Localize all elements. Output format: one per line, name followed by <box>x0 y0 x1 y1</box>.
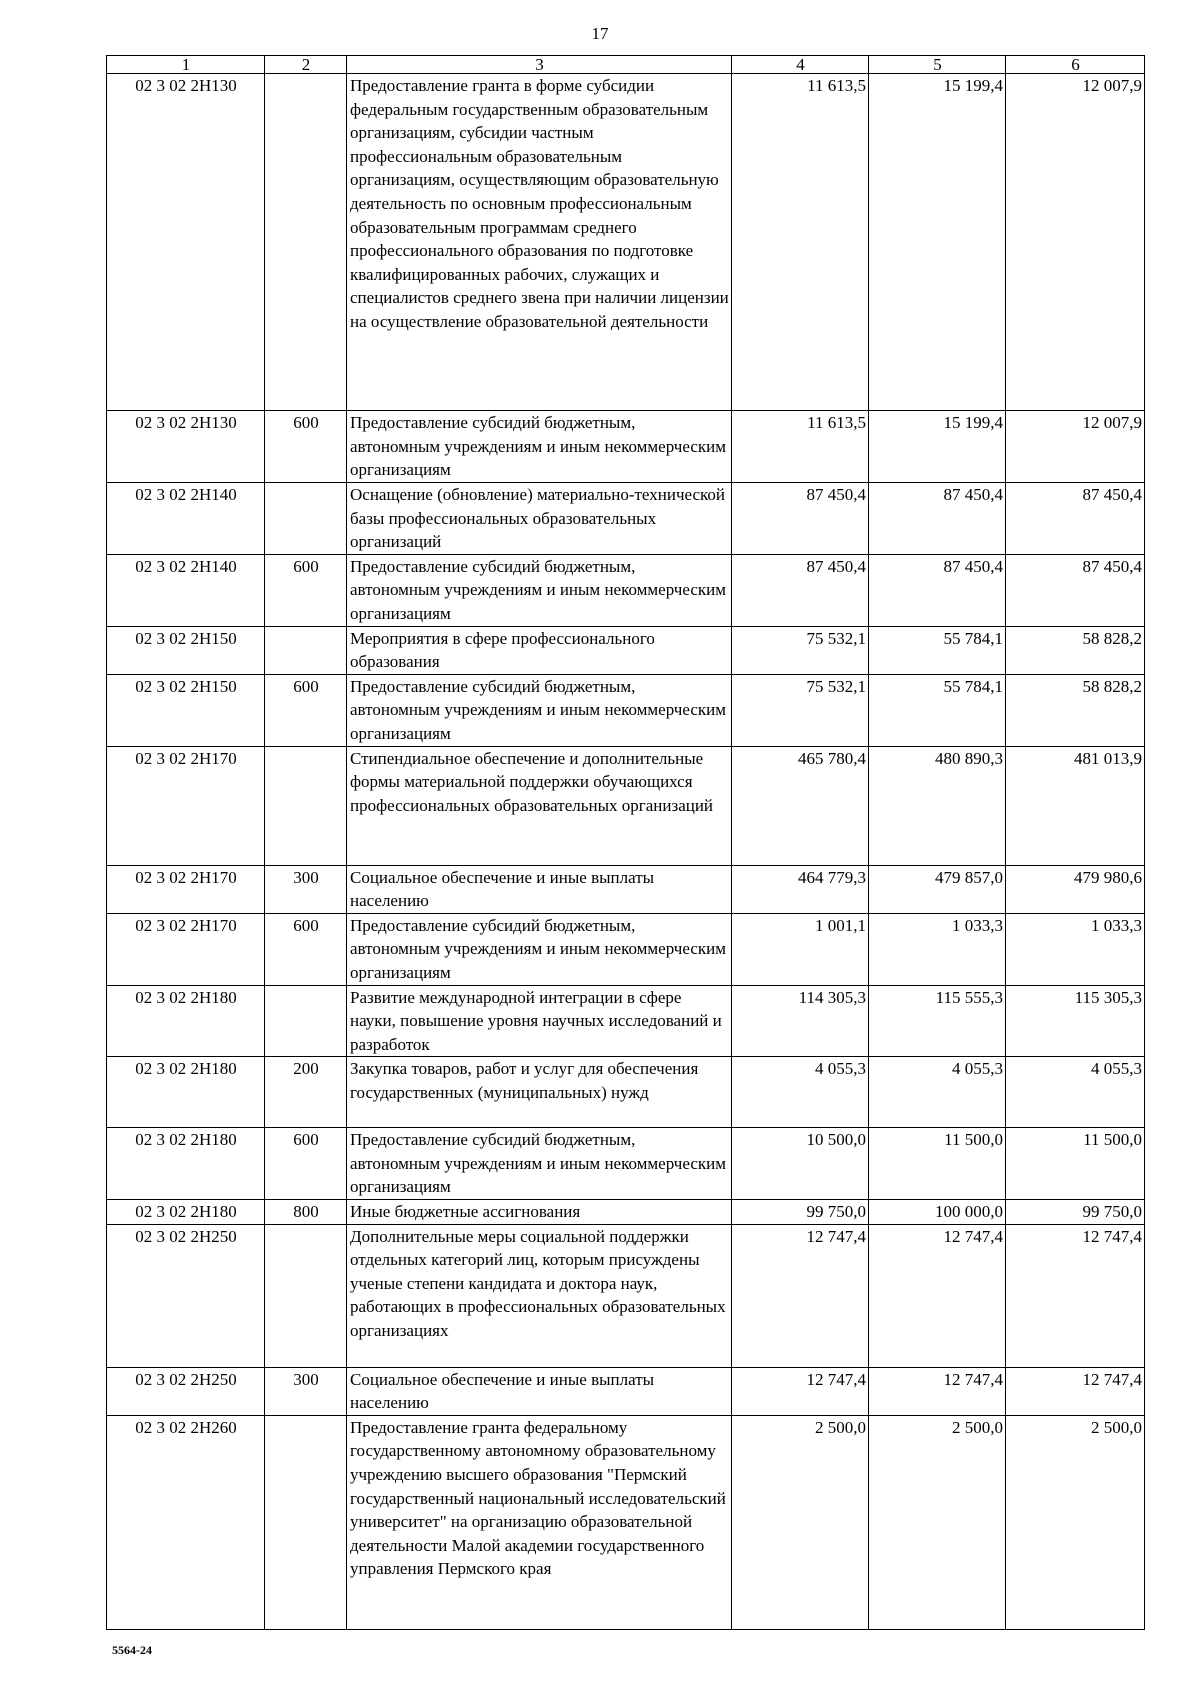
column-header: 2 <box>265 56 347 74</box>
target-code: 02 3 02 2Н140 <box>107 554 265 626</box>
amount-year-3: 481 013,9 <box>1006 746 1145 865</box>
item-name: Иные бюджетные ассигнования <box>347 1200 732 1225</box>
amount-year-1: 464 779,3 <box>732 865 869 913</box>
amount-year-3: 12 747,4 <box>1006 1224 1145 1367</box>
target-code: 02 3 02 2Н170 <box>107 865 265 913</box>
amount-year-1: 12 747,4 <box>732 1367 869 1415</box>
target-code: 02 3 02 2Н170 <box>107 913 265 985</box>
item-name: Предоставление гранта в форме субсидии федеральным государственным образовательным организациям, субсидии частным профессиональным образовательным организациям, осуществляющим образовательную деятельность по основным профессиональным образовательным программам среднего профессионального образования по подготовке квалифицированных рабочих, служащих и специалистов среднего звена при наличии лицензии на осуществление образовательной деятельности <box>347 74 732 411</box>
item-name: Предоставление субсидий бюджетным, автономным учреждениям и иным некоммерческим организациям <box>347 913 732 985</box>
expense-type <box>265 483 347 555</box>
document-code: 5564-24 <box>112 1643 152 1657</box>
amount-year-1: 4 055,3 <box>732 1057 869 1128</box>
target-code: 02 3 02 2Н150 <box>107 626 265 674</box>
table-row <box>107 865 1145 913</box>
expense-type <box>265 746 347 865</box>
amount-year-1: 75 532,1 <box>732 674 869 746</box>
amount-year-2: 87 450,4 <box>869 554 1006 626</box>
amount-year-3: 12 007,9 <box>1006 74 1145 411</box>
amount-year-1: 11 613,5 <box>732 411 869 483</box>
expense-type: 600 <box>265 913 347 985</box>
amount-year-1: 2 500,0 <box>732 1415 869 1629</box>
table-row <box>107 554 1145 626</box>
target-code: 02 3 02 2Н180 <box>107 1128 265 1200</box>
column-header: 6 <box>1006 56 1145 74</box>
expense-type <box>265 74 347 411</box>
amount-year-1: 465 780,4 <box>732 746 869 865</box>
amount-year-2: 55 784,1 <box>869 674 1006 746</box>
table-row <box>107 1128 1145 1200</box>
amount-year-3: 1 033,3 <box>1006 913 1145 985</box>
amount-year-2: 2 500,0 <box>869 1415 1006 1629</box>
amount-year-3: 58 828,2 <box>1006 626 1145 674</box>
amount-year-2: 87 450,4 <box>869 483 1006 555</box>
item-name: Оснащение (обновление) материально-технической базы профессиональных образовательных организаций <box>347 483 732 555</box>
amount-year-3: 12 747,4 <box>1006 1367 1145 1415</box>
item-name: Предоставление субсидий бюджетным, автономным учреждениям и иным некоммерческим организациям <box>347 1128 732 1200</box>
amount-year-2: 100 000,0 <box>869 1200 1006 1225</box>
target-code: 02 3 02 2Н170 <box>107 746 265 865</box>
amount-year-2: 12 747,4 <box>869 1224 1006 1367</box>
table-row <box>107 1224 1145 1367</box>
expense-type: 800 <box>265 1200 347 1225</box>
target-code: 02 3 02 2Н150 <box>107 674 265 746</box>
table-row <box>107 913 1145 985</box>
amount-year-1: 75 532,1 <box>732 626 869 674</box>
amount-year-1: 10 500,0 <box>732 1128 869 1200</box>
amount-year-2: 4 055,3 <box>869 1057 1006 1128</box>
item-name: Предоставление субсидий бюджетным, автономным учреждениям и иным некоммерческим организациям <box>347 411 732 483</box>
amount-year-2: 55 784,1 <box>869 626 1006 674</box>
amount-year-1: 1 001,1 <box>732 913 869 985</box>
target-code: 02 3 02 2Н180 <box>107 1057 265 1128</box>
table-row <box>107 411 1145 483</box>
expense-type <box>265 626 347 674</box>
amount-year-2: 15 199,4 <box>869 411 1006 483</box>
amount-year-2: 115 555,3 <box>869 985 1006 1057</box>
expense-type <box>265 1415 347 1629</box>
item-name: Дополнительные меры социальной поддержки отдельных категорий лиц, которым присуждены ученые степени кандидата и доктора наук, работающих в профессиональных образовательных организациях <box>347 1224 732 1367</box>
amount-year-3: 58 828,2 <box>1006 674 1145 746</box>
amount-year-2: 479 857,0 <box>869 865 1006 913</box>
amount-year-2: 12 747,4 <box>869 1367 1006 1415</box>
expense-type: 300 <box>265 1367 347 1415</box>
item-name: Предоставление гранта федеральному государственному автономному образовательному учреждению высшего образования "Пермский государственный национальный исследовательский университет" на организацию образовательной деятельности Малой академии государственного управления Пермского края <box>347 1415 732 1629</box>
amount-year-3: 2 500,0 <box>1006 1415 1145 1629</box>
expense-type: 600 <box>265 674 347 746</box>
table-row <box>107 985 1145 1057</box>
table-row <box>107 1057 1145 1128</box>
table-row <box>107 74 1145 411</box>
expense-type: 200 <box>265 1057 347 1128</box>
page-number: 17 <box>591 24 609 43</box>
amount-year-3: 115 305,3 <box>1006 985 1145 1057</box>
item-name: Предоставление субсидий бюджетным, автономным учреждениям и иным некоммерческим организациям <box>347 674 732 746</box>
item-name: Развитие международной интеграции в сфере науки, повышение уровня научных исследований и разработок <box>347 985 732 1057</box>
amount-year-1: 114 305,3 <box>732 985 869 1057</box>
expense-type <box>265 985 347 1057</box>
table-row <box>107 674 1145 746</box>
item-name: Социальное обеспечение и иные выплаты населению <box>347 1367 732 1415</box>
column-header: 3 <box>347 56 732 74</box>
target-code: 02 3 02 2Н130 <box>107 74 265 411</box>
amount-year-2: 11 500,0 <box>869 1128 1006 1200</box>
amount-year-1: 87 450,4 <box>732 483 869 555</box>
amount-year-3: 87 450,4 <box>1006 554 1145 626</box>
amount-year-3: 479 980,6 <box>1006 865 1145 913</box>
amount-year-2: 1 033,3 <box>869 913 1006 985</box>
table-row <box>107 1415 1145 1629</box>
column-header: 5 <box>869 56 1006 74</box>
item-name: Закупка товаров, работ и услуг для обеспечения государственных (муниципальных) нужд <box>347 1057 732 1128</box>
target-code: 02 3 02 2Н180 <box>107 1200 265 1225</box>
amount-year-1: 11 613,5 <box>732 74 869 411</box>
item-name: Мероприятия в сфере профессионального образования <box>347 626 732 674</box>
table-row <box>107 1367 1145 1415</box>
amount-year-1: 87 450,4 <box>732 554 869 626</box>
table-row <box>107 746 1145 865</box>
table-header-row <box>107 56 1145 74</box>
expense-type: 600 <box>265 554 347 626</box>
column-header: 4 <box>732 56 869 74</box>
budget-table <box>106 55 1145 1630</box>
amount-year-3: 12 007,9 <box>1006 411 1145 483</box>
item-name: Предоставление субсидий бюджетным, автономным учреждениям и иным некоммерческим организациям <box>347 554 732 626</box>
item-name: Стипендиальное обеспечение и дополнительные формы материальной поддержки обучающихся профессиональных образовательных организаций <box>347 746 732 865</box>
target-code: 02 3 02 2Н250 <box>107 1224 265 1367</box>
table-row <box>107 483 1145 555</box>
expense-type: 600 <box>265 411 347 483</box>
amount-year-1: 12 747,4 <box>732 1224 869 1367</box>
target-code: 02 3 02 2Н180 <box>107 985 265 1057</box>
expense-type: 300 <box>265 865 347 913</box>
amount-year-2: 15 199,4 <box>869 74 1006 411</box>
amount-year-3: 99 750,0 <box>1006 1200 1145 1225</box>
target-code: 02 3 02 2Н260 <box>107 1415 265 1629</box>
amount-year-2: 480 890,3 <box>869 746 1006 865</box>
table-row <box>107 1200 1145 1225</box>
item-name: Социальное обеспечение и иные выплаты населению <box>347 865 732 913</box>
table-row <box>107 626 1145 674</box>
target-code: 02 3 02 2Н130 <box>107 411 265 483</box>
expense-type: 600 <box>265 1128 347 1200</box>
column-header: 1 <box>107 56 265 74</box>
amount-year-1: 99 750,0 <box>732 1200 869 1225</box>
target-code: 02 3 02 2Н250 <box>107 1367 265 1415</box>
target-code: 02 3 02 2Н140 <box>107 483 265 555</box>
expense-type <box>265 1224 347 1367</box>
amount-year-3: 87 450,4 <box>1006 483 1145 555</box>
amount-year-3: 11 500,0 <box>1006 1128 1145 1200</box>
amount-year-3: 4 055,3 <box>1006 1057 1145 1128</box>
